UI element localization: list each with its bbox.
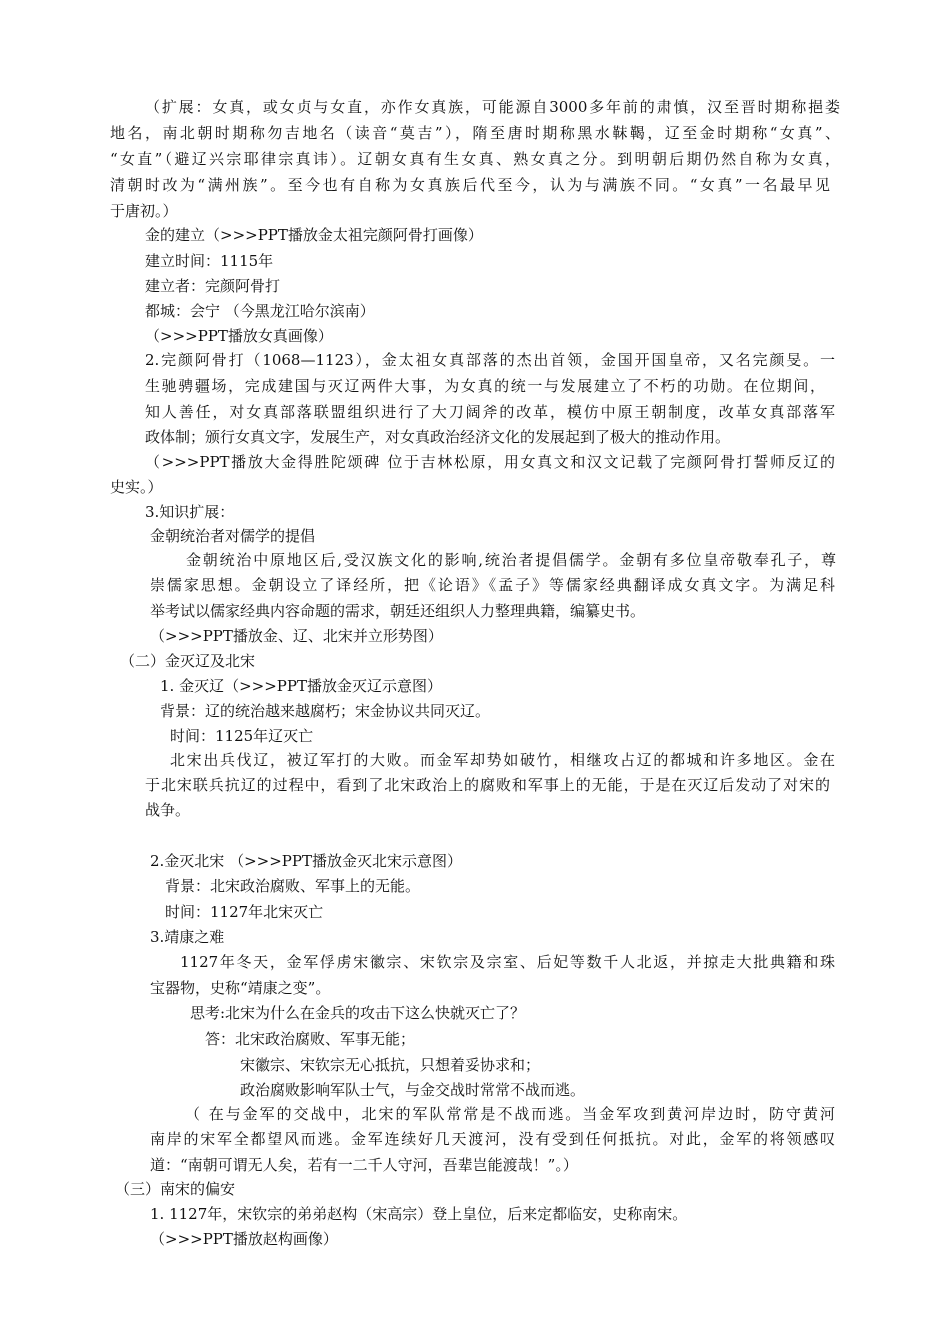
text-line: 于北宋联兵抗辽的过程中，看到了北宋政治上的腐败和军事上的无能，于是在灭辽后发动了对宋的: [145, 776, 830, 794]
text-line: 于唐初。）: [110, 202, 178, 220]
text-line: （ 在与金军的交战中，北宋的军队常常是不战而逃。当金军攻到黄河岸边时，防守黄河: [185, 1105, 835, 1123]
text-line: 崇儒家思想。金朝设立了译经所，把《论语》《孟子》等儒家经典翻译成女真文字。为满足科: [150, 576, 835, 594]
text-line: （>>>PPT播放金、辽、北宋并立形势图）: [150, 627, 443, 645]
text-line: 宋徽宗、宋钦宗无心抵抗，只想着妥协求和；: [240, 1056, 541, 1074]
text-line: 3.知识扩展：: [145, 503, 235, 521]
text-line: 建立者：完颜阿骨打: [145, 277, 281, 295]
text-line: 答：北宋政治腐败、军事无能；: [205, 1030, 416, 1048]
text-line: 时间：1127年北宋灭亡: [165, 903, 324, 921]
text-line: 时间：1125年辽灭亡: [170, 727, 314, 745]
text-line: 思考:北宋为什么在金兵的攻击下这么快就灭亡了？: [190, 1004, 526, 1022]
text-line: 政治腐败影响军队士气，与金交战时常常不战而逃。: [240, 1081, 586, 1099]
text-line: 2.完颜阿骨打（1068—1123），金太祖女真部落的杰出首领，金国开国皇帝，又名完颜旻。一: [145, 351, 835, 369]
text-line: 清朝时改为“满州族”。至今也有自称为女真族后代至今，认为与满族不同。“女真”一名最早见: [110, 176, 830, 194]
section-heading: （三）南宋的偏安: [115, 1180, 236, 1198]
text-line: “女直”（避辽兴宗耶律宗真讳）。辽朝女真有生女真、熟女真之分。到明朝后期仍然自称为女真，: [110, 150, 840, 168]
section-heading: 金的建立（>>>PPT播放金太祖完颜阿骨打画像）: [145, 226, 483, 244]
section-heading: 2.金灭北宋 （>>>PPT播放金灭北宋示意图）: [150, 852, 462, 870]
text-line: （>>>PPT播放女真画像）: [145, 327, 333, 345]
text-line: （>>>PPT播放赵构画像）: [150, 1230, 338, 1248]
section-heading: （二）金灭辽及北宋: [120, 652, 256, 670]
text-line: 1127年冬天，金军俘虏宋徽宗、宋钦宗及宗室、后妃等数千人北返，并掠走大批典籍和珠: [180, 953, 835, 971]
text-line: 都城：会宁 （今黑龙江哈尔滨南）: [145, 302, 375, 320]
text-line: 战争。: [145, 801, 191, 819]
text-line: 南岸的宋军全都望风而逃。金军连续好几天渡河，没有受到任何抵抗。对此，金军的将领感叹: [150, 1130, 835, 1148]
text-line: 政体制；颁行女真文字，发展生产，对女真政治经济文化的发展起到了极大的推动作用。: [145, 428, 731, 446]
section-heading: 金朝统治者对儒学的提倡: [150, 527, 316, 545]
text-line: 知人善任，对女真部落联盟组织进行了大刀阔斧的改革，模仿中原王朝制度，改革女真部落军: [145, 403, 835, 421]
text-line: 1. 1127年，宋钦宗的弟弟赵构（宋高宗）登上皇位，后来定都临安，史称南宋。: [150, 1205, 688, 1223]
text-line: 背景：辽的统治越来越腐朽；宋金协议共同灭辽。: [160, 702, 491, 720]
text-line: 史实。）: [110, 478, 163, 496]
text-line: 道：“南朝可谓无人矣，若有一二千人守河，吾辈岂能渡哉！”。）: [150, 1156, 578, 1174]
text-line: 建立时间：1115年: [145, 252, 274, 270]
text-line: （扩展：女真，或女贞与女直，亦作女真族，可能源自3000多年前的肃慎，汉至晋时期称挹娄: [145, 98, 840, 116]
text-line: 宝器物，史称“靖康之变”。: [150, 979, 331, 997]
text-line: 生驰骋疆场，完成建国与灭辽两件大事，为女真的统一与发展建立了不朽的功勋。在位期间，: [145, 377, 825, 395]
text-line: 举考试以儒家经典内容命题的需求，朝廷还组织人力整理典籍，编纂史书。: [150, 602, 646, 620]
text-line: 背景：北宋政治腐败、军事上的无能。: [165, 877, 421, 895]
section-heading: 3.靖康之难: [150, 928, 225, 946]
text-line: （>>>PPT播放大金得胜陀颂碑 位于吉林松原，用女真文和汉文记载了完颜阿骨打誓师反辽的: [145, 453, 835, 471]
text-line: 北宋出兵伐辽，被辽军打的大败。而金军却势如破竹，相继攻占辽的都城和许多地区。金在: [170, 751, 835, 769]
text-line: 金朝统治中原地区后,受汉族文化的影响,统治者提倡儒学。金朝有多位皇帝敬奉孔子，尊: [186, 551, 836, 569]
text-line: 1. 金灭辽（>>>PPT播放金灭辽示意图）: [160, 677, 442, 695]
text-line: 地名，南北朝时期称勿吉地名（读音“莫吉”），隋至唐时期称黑水靺鞨，辽至金时期称“女真”、: [110, 124, 840, 142]
